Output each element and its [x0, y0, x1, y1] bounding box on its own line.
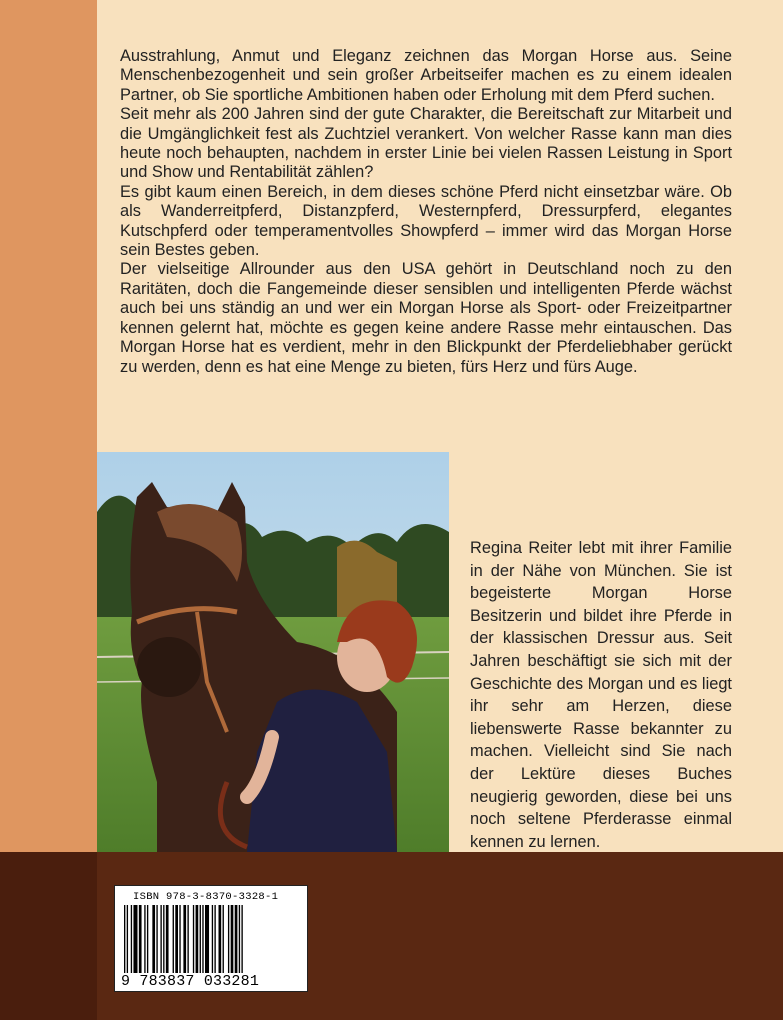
photo-illustration: [97, 452, 449, 852]
isbn-label: ISBN 978-3-8370-3328-1: [133, 891, 279, 903]
barcode-bar: [179, 905, 180, 973]
blurb-paragraph-1: Ausstrahlung, Anmut und Eleganz zeichnen das Morgan Horse aus. Seine Menschenbezogenheit und sein großer Arbeitseifer machen es zu einem idealen Partner, ob Sie sportliche Ambitionen haben oder Erholung mit dem Pferd suchen.: [120, 47, 732, 104]
barcode-bar: [175, 905, 178, 973]
barcode-bar: [205, 905, 209, 973]
barcode-digits: 9 783837 033281: [121, 973, 260, 990]
barcode-bar: [166, 905, 169, 973]
barcode-bar: [193, 905, 194, 973]
barcode-bar: [239, 905, 240, 973]
barcode-bar: [173, 905, 174, 973]
barcode-bar: [219, 905, 222, 973]
barcode-bar: [223, 905, 224, 973]
footer-left-band: [0, 852, 97, 1020]
blurb-paragraph-4: Der vielseitige Allrounder aus den USA gehört in Deutschland noch zu den Raritäten, doch die Fangemeinde dieser sensiblen und intelligenten Pferde wächst auch bei uns ständig an und wer ein Morgan Horse als Sport- oder Freizeitpartner kennen gelernt hat, möchte es gegen keine andere Rasse mehr eintauschen. Das Morgan Horse hat es verdient, mehr in den Blickpunkt der Pferdeliebhaber gerückt zu werden, denn es hat eine Menge zu bieten, fürs Herz und fürs Auge.: [120, 260, 732, 376]
barcode-bar: [133, 905, 137, 973]
barcode-bar: [228, 905, 229, 973]
author-with-horse-photo: [97, 452, 449, 852]
left-color-band: [0, 0, 97, 852]
author-bio: Regina Reiter lebt mit ihrer Familie in der Nähe von München. Sie ist begeisterte Morgan Horse Besitzerin und bildet ihre Pferde in der klassischen Dressur aus. Seit Jahren beschäftigt sie sich mit der Geschichte des Morgan und es liegt ihr sehr am Herzen, diese liebenswerte Rasse bekannter zu machen. Vielleicht sind Sie nach der Lektüre dieses Buches neugierig geworden, diese bei uns noch seltene Pferderasse einmal kennen zu lernen.: [470, 539, 732, 851]
barcode-bar: [156, 905, 157, 973]
barcode-bar: [152, 905, 155, 973]
isbn-barcode: [114, 885, 308, 992]
barcode-bar: [212, 905, 213, 973]
barcode-bar: [214, 905, 215, 973]
barcode-bar: [202, 905, 203, 973]
barcode-bar: [241, 905, 242, 973]
barcode-bar: [144, 905, 145, 973]
barcode-bar: [127, 905, 128, 973]
barcode-bar: [235, 905, 238, 973]
blurb-paragraph-2: Seit mehr als 200 Jahren sind der gute Charakter, die Bereitschaft zur Mitarbeit und die Umgänglichkeit fest als Zuchtziel verankert. Von welcher Rasse kann man dies heute noch behaupten, nachdem in erster Linie bei vielen Rassen Leistung in Sport und Show und Rentabilität zählen?: [120, 105, 732, 182]
barcode-bar: [196, 905, 199, 973]
barcode-bar: [231, 905, 234, 973]
barcode-bar: [187, 905, 188, 973]
barcode-bar: [200, 905, 201, 973]
barcode-bar: [183, 905, 186, 973]
barcode-bars: [124, 905, 298, 973]
barcode-bar: [131, 905, 132, 973]
blurb-paragraph-3: Es gibt kaum einen Bereich, in dem dieses schöne Pferd nicht einsetzbar wäre. Ob als Wanderreitpferd, Distanzpferd, Westernpferd, Dressurpferd, elegantes Kutschpferd oder temperamentvolles Showpferd – immer wird das Morgan Horse sein Bestes geben.: [120, 182, 732, 260]
barcode-bar: [147, 905, 148, 973]
book-blurb: [120, 47, 732, 377]
barcode-bar: [124, 905, 125, 973]
barcode-bar: [139, 905, 142, 973]
barcode-bar: [163, 905, 164, 973]
barcode-bar: [160, 905, 161, 973]
